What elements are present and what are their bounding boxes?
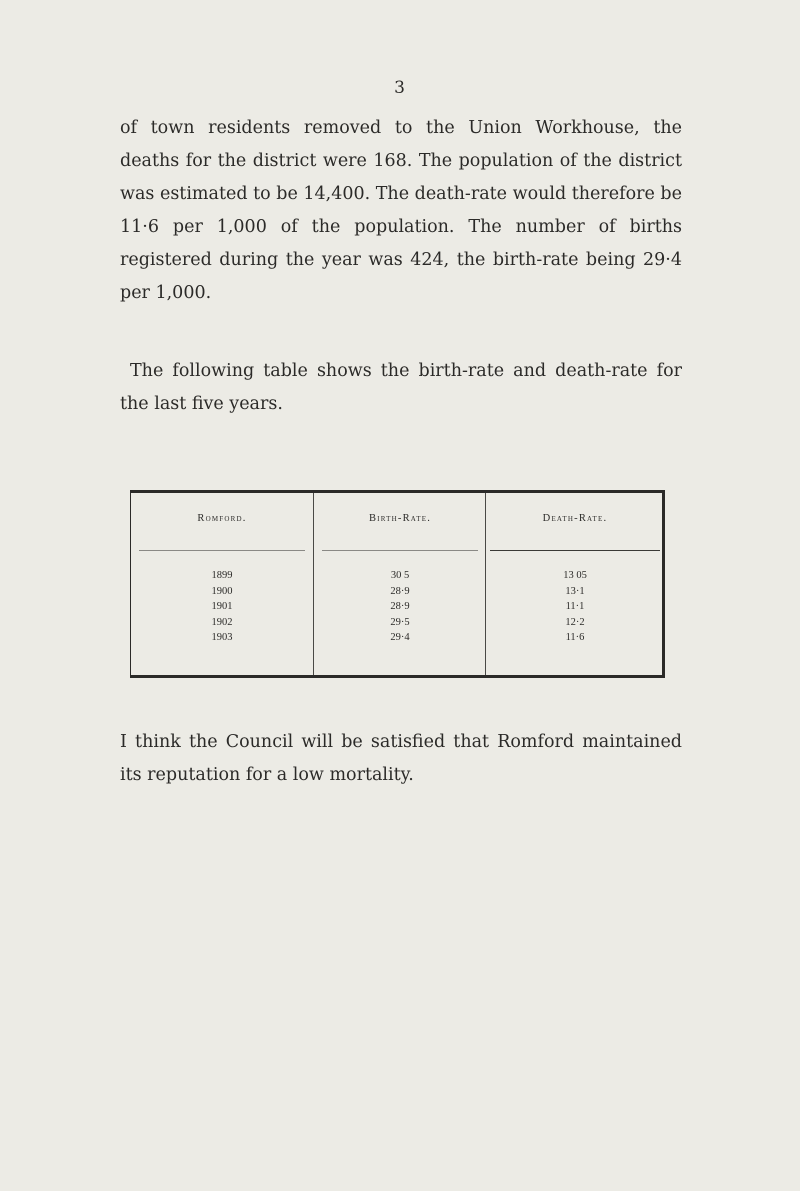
table-cell-death-rate: 11·6	[565, 632, 585, 643]
column-birth-rate	[313, 493, 486, 675]
table-cell-year: 1903	[211, 632, 233, 643]
column-header-death-rate: Death-Rate.	[542, 513, 608, 524]
table-cell-year: 1900	[211, 585, 233, 597]
table-cell-year: 1901	[211, 601, 233, 612]
birth-rate-cells	[314, 568, 486, 646]
column-death-rate	[485, 493, 664, 675]
table-cell-death-rate: 13 05	[563, 570, 587, 581]
table-cell-birth-rate: 29·5	[390, 616, 410, 628]
table-cell-death-rate: 12·2	[565, 616, 585, 628]
table-cell-birth-rate: 28·9	[390, 601, 410, 612]
table-cell-death-rate: 11·1	[565, 601, 585, 612]
body-paragraph-3: I think the Council will be satisfied that Romford maintained its reputation for a low mortality.	[120, 732, 682, 785]
table-cell-death-rate: 13·1	[565, 585, 585, 597]
header-rule	[322, 550, 478, 551]
column-romford	[131, 493, 313, 675]
table-cell-birth-rate: 28·9	[390, 585, 410, 597]
body-paragraph-2: The following table shows the birth-rate and death-rate for the last five years.	[120, 361, 682, 414]
table-cell-year: 1902	[211, 616, 233, 628]
header-rule	[490, 550, 660, 551]
header-rule	[139, 550, 305, 551]
table-cell-birth-rate: 29·4	[390, 632, 410, 643]
table-cell-birth-rate: 30 5	[390, 570, 410, 581]
year-cells	[131, 568, 313, 646]
rates-table	[130, 490, 665, 678]
death-rate-cells	[486, 568, 664, 646]
column-header-romford: Romford.	[197, 513, 247, 524]
page-number: 3	[394, 78, 406, 98]
column-header-birth-rate: Birth-Rate.	[368, 513, 432, 524]
table-cell-year: 1899	[211, 570, 233, 581]
body-paragraph-1: of town residents removed to the Union Workhouse, the deaths for the district were 168. The population of the district was estimated to be 14,400. The death-rate would therefore be 11·6 per 1,000 of the population. The number of births registered during the year was 424, the birth-rate being 29·4 per 1,000.	[120, 118, 682, 303]
